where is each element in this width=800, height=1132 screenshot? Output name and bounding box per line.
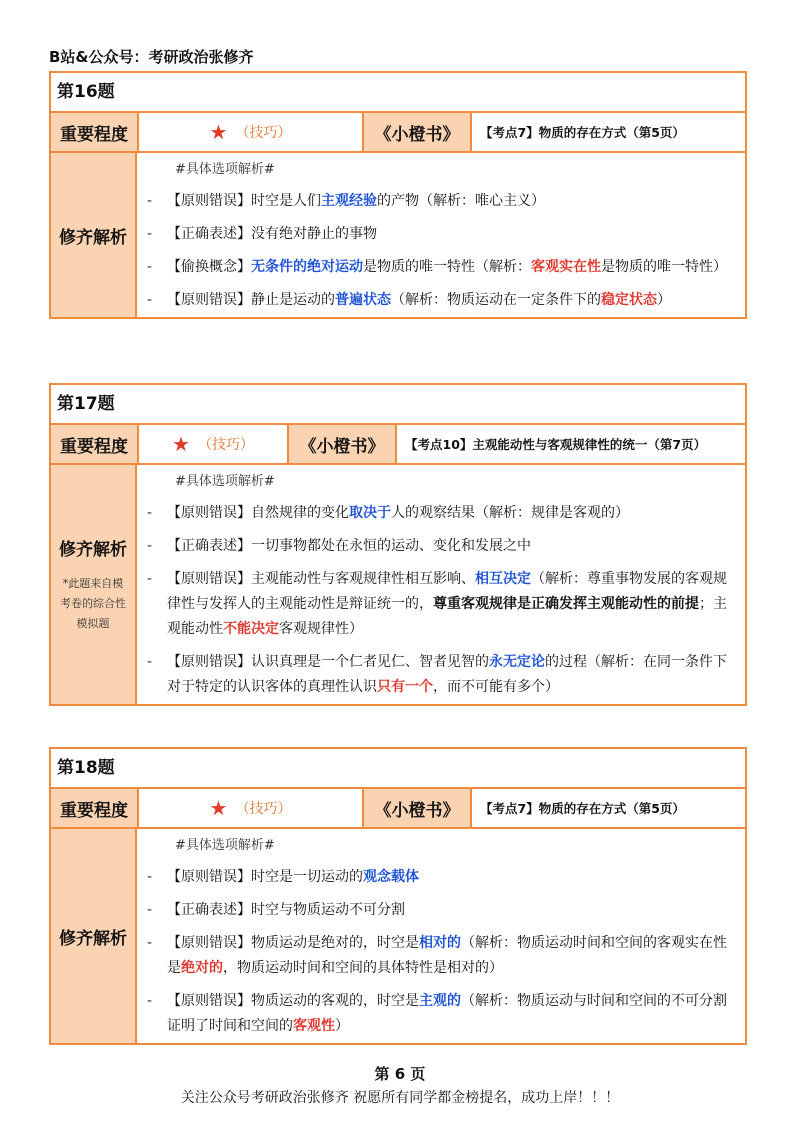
importance-label: 重要程度 — [51, 789, 139, 827]
book-label: 《小橙书》 — [289, 425, 397, 463]
list-item: - 【原则错误】时空是一切运动的观念载体 — [147, 869, 419, 885]
tag-label: （技巧） — [235, 125, 292, 141]
list-item: - 【正确表述】没有绝对静止的事物 — [147, 226, 377, 242]
list-item: - 【原则错误】时空是人们主观经验的产物（解析：唯心主义） — [147, 193, 545, 209]
subheading: #具体选项解析# — [175, 162, 275, 177]
list-item: - 【原则错误】物质运动的客观的，时空是主观的（解析：物质运动与时间和空间的不可分割证明了时间和空间的客观性） — [147, 993, 727, 1034]
book-label: 《小橙书》 — [364, 789, 472, 827]
question-title: 第16题 — [51, 73, 745, 113]
exam-point: 【考点7】物质的存在方式（第5页） — [480, 125, 685, 140]
analysis-row — [51, 153, 745, 317]
star-icon: ★ — [209, 796, 228, 820]
source-note: *此题来自模考卷的综合性模拟题 — [60, 577, 126, 630]
list-item: - 【偷换概念】无条件的绝对运动是物质的唯一特性（解析：客观实在性是物质的唯一特性） — [147, 259, 727, 275]
analysis-label: 修齐解析 — [59, 540, 127, 560]
subheading: #具体选项解析# — [175, 838, 275, 853]
analysis-content — [137, 829, 745, 1043]
importance-rating — [139, 425, 289, 463]
subheading: #具体选项解析# — [175, 474, 275, 489]
importance-label: 重要程度 — [51, 425, 139, 463]
exam-point: 【考点7】物质的存在方式（第5页） — [480, 801, 685, 816]
page-number: 第 6 页 — [374, 1065, 426, 1083]
tag-label: （技巧） — [197, 437, 254, 453]
page-header: B站&公众号：考研政治张修齐 — [49, 48, 254, 66]
exam-point: 【考点10】主观能动性与客观规律性的统一（第7页） — [405, 437, 707, 452]
analysis-label: 修齐解析 — [59, 227, 127, 248]
importance-label: 重要程度 — [51, 113, 139, 151]
analysis-label-cell — [51, 829, 137, 1043]
list-item: - 【原则错误】自然规律的变化取决于人的观察结果（解析：规律是客观的） — [147, 505, 629, 521]
list-item: - 【原则错误】主观能动性与客观规律性相互影响、相互决定（解析：尊重事物发展的客观规律性与发挥人的主观能动性是辩证统一的，尊重客观规律是正确发挥主观能动性的前提；主观能动性不能决定客观规律性） — [147, 571, 727, 637]
analysis-label: 修齐解析 — [59, 928, 127, 949]
analysis-content — [137, 465, 745, 704]
question-16-card — [49, 71, 747, 319]
list-item: - 【原则错误】认识真理是一个仁者见仁、智者见智的永无定论的过程（解析：在同一条件下对于特定的认识客体的真理性认识只有一个，而不可能有多个） — [147, 654, 727, 695]
question-title: 第18题 — [51, 749, 745, 789]
book-label: 《小橙书》 — [364, 113, 472, 151]
analysis-content — [137, 153, 745, 317]
list-item: - 【正确表述】时空与物质运动不可分割 — [147, 902, 405, 918]
question-title: 第17题 — [51, 385, 745, 425]
analysis-row — [51, 829, 745, 1043]
importance-row — [51, 789, 745, 829]
question-18-card — [49, 747, 747, 1045]
analysis-label-cell — [51, 465, 137, 704]
list-item: - 【正确表述】一切事物都处在永恒的运动、变化和发展之中 — [147, 538, 531, 554]
footer-slogan: 关注公众号考研政治张修齐 祝愿所有同学都金榜提名，成功上岸！！！ — [180, 1090, 620, 1106]
analysis-row — [51, 465, 745, 704]
tag-label: （技巧） — [235, 801, 292, 817]
importance-row — [51, 425, 745, 465]
question-17-card — [49, 383, 747, 706]
star-icon: ★ — [172, 432, 190, 456]
list-item: - 【原则错误】物质运动是绝对的，时空是相对的（解析：物质运动时间和空间的客观实在性是绝对的，物质运动时间和空间的具体特性是相对的） — [147, 935, 727, 976]
analysis-label-cell — [51, 153, 137, 317]
importance-rating — [139, 789, 364, 827]
importance-row — [51, 113, 745, 153]
list-item: - 【原则错误】静止是运动的普遍状态（解析：物质运动在一定条件下的稳定状态） — [147, 292, 671, 308]
importance-rating — [139, 113, 364, 151]
star-icon: ★ — [209, 120, 228, 144]
